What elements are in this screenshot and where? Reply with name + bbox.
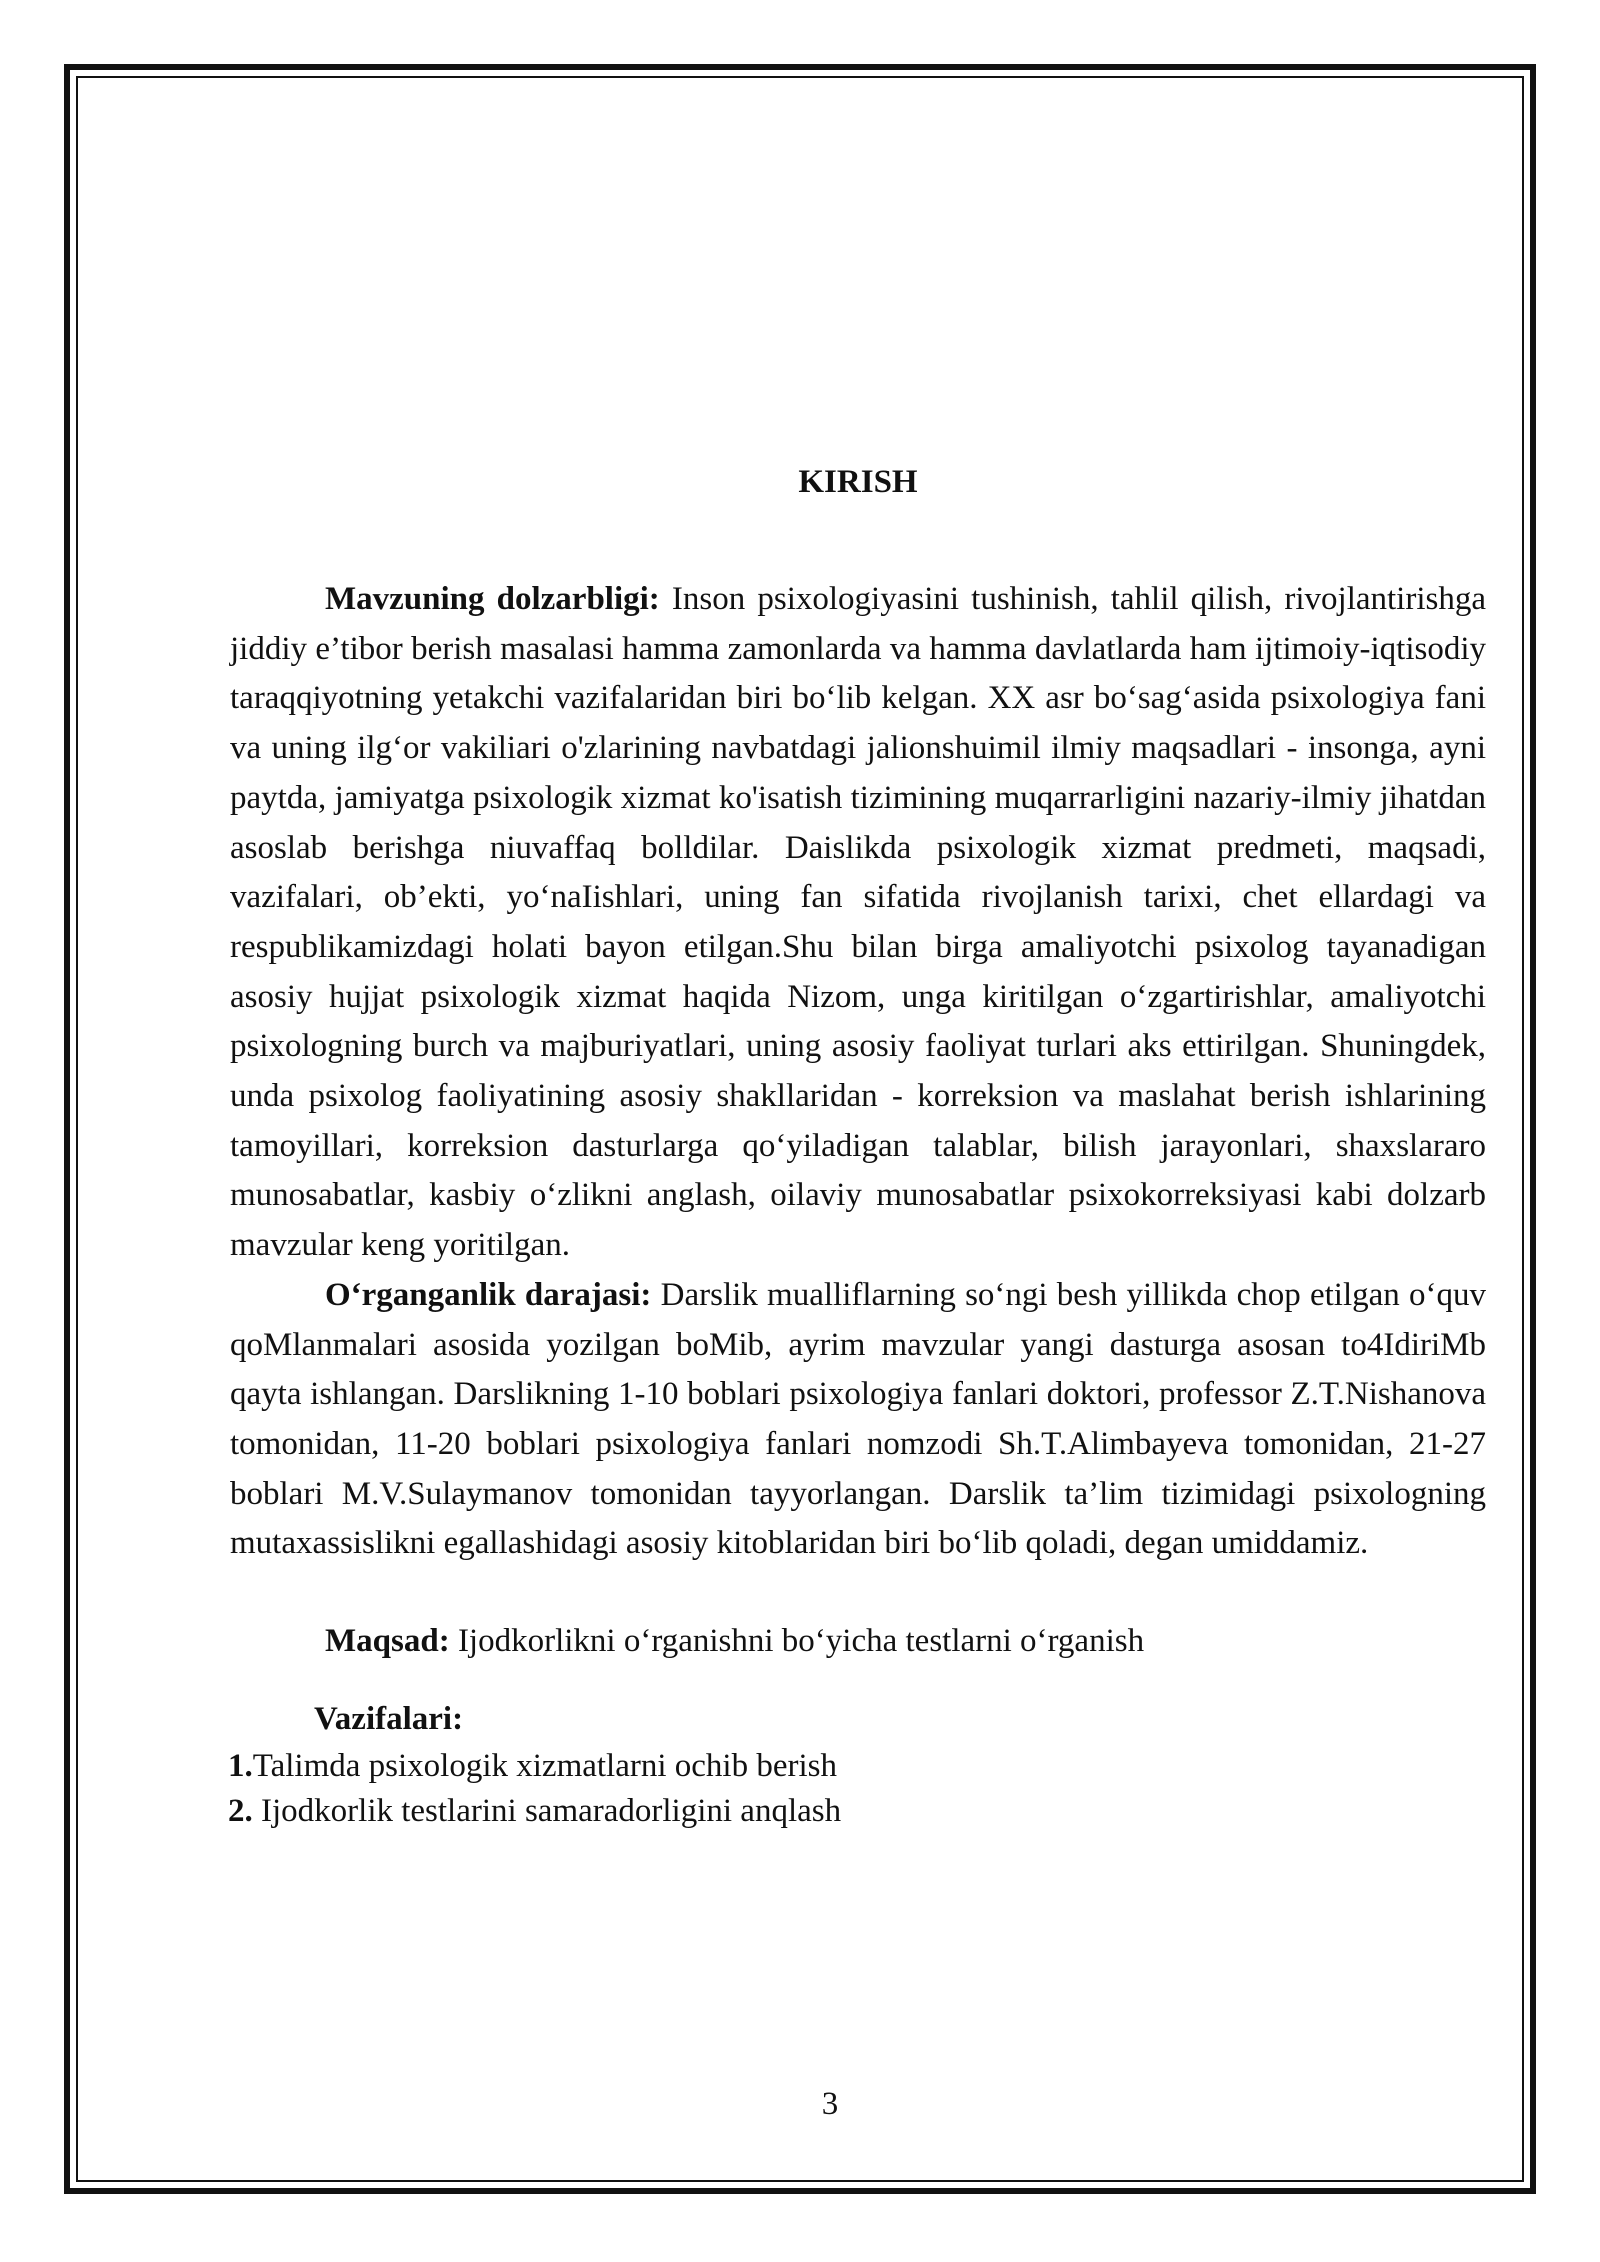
document-body [230,440,1486,1834]
spacer [230,1667,1486,1695]
task-text: Ijodkorlik testlarini samaradorligini anqlash [252,1793,842,1830]
tasks-heading: Vazifalari: [314,1700,464,1737]
task-item [228,1789,1484,1834]
goal-text: Ijodkorlikni oʻrganishni boʻyicha testlarni oʻrganish [449,1623,1145,1660]
study-level-text: Darslik mualliflarning soʻngi besh yillikda chop etilgan oʻquv qoMlanmalari asosida yozilgan boMib, ayrim mavzular yangi dasturga asosan to4IdiriMb qayta ishlangan. Darslikning 1-10 boblari psixologiya fanlari doktori, professor Z.T.Nishanova tomonidan, 11-20 boblari psixologiya fanlari nomzodi Sh.T.Alimbayeva tomonidan, 21-27 boblari M.V.Sulaymanov tomonidan tayyorlangan. Darslik ta’lim tizimidagi psixologning mutaxassislikni egallashidagi asosiy kitoblaridan biri boʻlib qoladi, degan umiddamiz. [230,1276,1486,1562]
spacer [230,1569,1486,1617]
task-item [228,1744,1484,1789]
task-number: 2. [228,1793,253,1830]
relevance-label: Mavzuning dolzarbligi: [325,581,660,617]
study-level-paragraph [230,1271,1486,1569]
relevance-paragraph [230,575,1486,1271]
study-level-label: Oʻrganganlik darajasi: [325,1276,652,1313]
goal-paragraph [230,1617,1486,1667]
goal-label: Maqsad: [325,1623,450,1660]
page-number: 3 [821,2086,839,2122]
page-title: KIRISH [798,464,918,500]
task-text: Talimda psixologik xizmatlarni ochib berish [252,1748,837,1785]
relevance-text: Inson psixologiyasini tushinish, tahlil qilish, rivojlantirishga jiddiy e’tibor berish masalasi hamma zamonlarda va hamma davlatlarda ham ijtimoiy-iqtisodiy taraqqiyotning yetakchi vazifalaridan biri boʻlib kelgan. XX asr boʻsagʻasida psixologiya fani va uning ilgʻor vakiliari o'zlarining navbatdagi jalionshuimil ilmiy maqsadlari - insonga, ayni paytda, jamiyatga psixologik xizmat ko'isatish tizimining muqarrarligini nazariy-ilmiy jihatdan asoslab berishga niuvaffaq bolldilar. Daislikda psixologik xizmat predmeti, maqsadi, vazifalari, ob’ekti, yoʻnaIishlari, uning fan sifatida rivojlanish tarixi, chet ellardagi va respublikamizdagi holati bayon etilgan.Shu bilan birga amaliyotchi psixolog tayanadigan asosiy hujjat psixologik xizmat haqida Nizom, unga kiritilgan oʻzgartirishlar, amaliyotchi psixologning burch va majburiyatlari, uning asosiy faoliyat turlari aks ettirilgan. Shuningdek, unda psixolog faoliyatining asosiy shakllaridan - korreksion va maslahat berish ishlarining tamoyillari, korreksion dasturlarga qoʻyiladigan talablar, bilish jarayonlari, shaxslararo munosabatlar, kasbiy oʻzlikni anglash, oilaviy munosabatlar psixokorreksiyasi kabi dolzarb mavzular keng yoritilgan. [230,581,1486,1264]
task-number: 1. [228,1748,253,1785]
